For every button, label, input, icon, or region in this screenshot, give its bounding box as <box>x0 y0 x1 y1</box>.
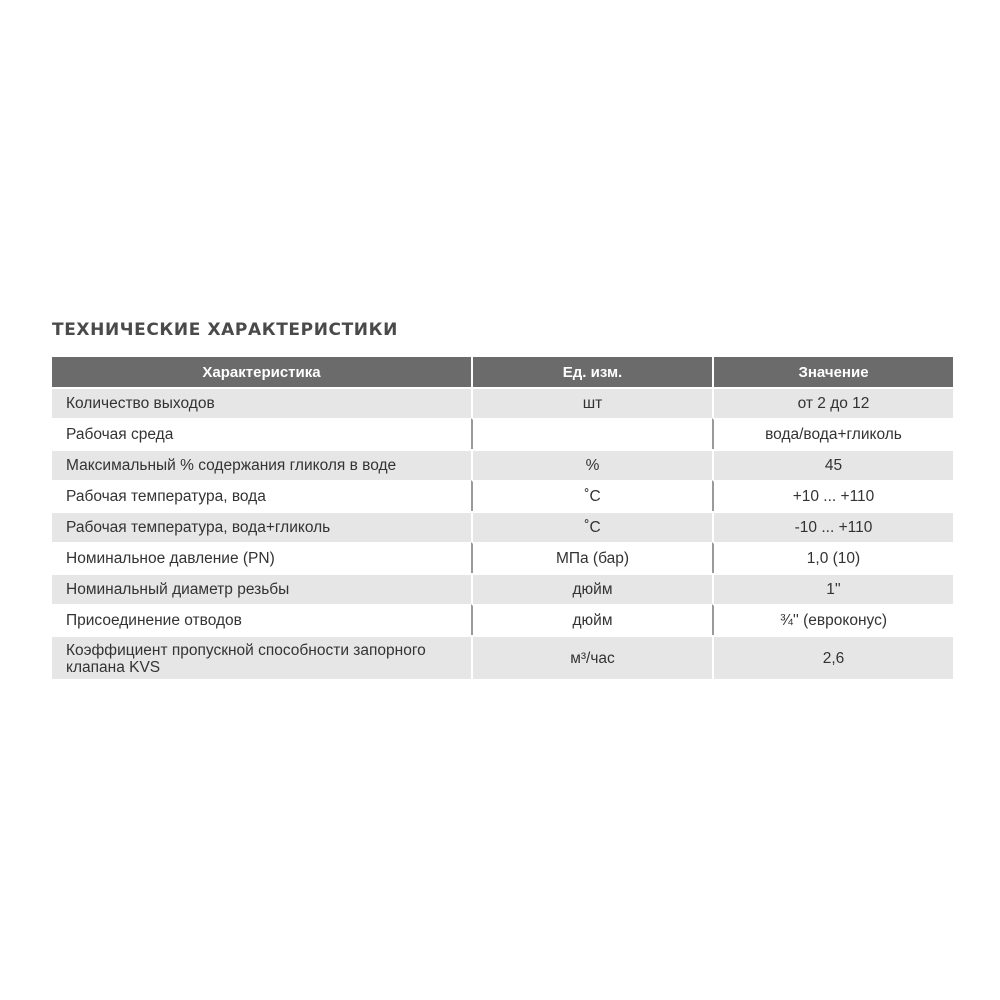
row-value: от 2 до 12 <box>712 387 953 418</box>
row-name: Присоединение отводов <box>52 604 471 635</box>
table-row <box>52 511 953 542</box>
table-row <box>52 635 953 679</box>
section-title: ТЕХНИЧЕСКИЕ ХАРАКТЕРИСТИКИ <box>52 320 398 340</box>
row-name: Рабочая температура, вода <box>52 480 471 511</box>
table-row <box>52 418 953 449</box>
row-unit: МПа (бар) <box>471 542 712 573</box>
specs-table <box>52 357 953 679</box>
header-characteristic: Характеристика <box>52 357 471 387</box>
row-value: 1'' <box>712 573 953 604</box>
row-unit: шт <box>471 387 712 418</box>
header-value: Значение <box>712 357 953 387</box>
row-unit <box>471 418 712 449</box>
row-name: Рабочая температура, вода+гликоль <box>52 511 471 542</box>
row-name: Рабочая среда <box>52 418 471 449</box>
row-name: Номинальный диаметр резьбы <box>52 573 471 604</box>
row-name: Максимальный % содержания гликоля в воде <box>52 449 471 480</box>
row-value: 2,6 <box>712 635 953 679</box>
table-row <box>52 449 953 480</box>
header-unit: Ед. изм. <box>471 357 712 387</box>
row-value: -10 ... +110 <box>712 511 953 542</box>
row-name: Номинальное давление (PN) <box>52 542 471 573</box>
row-value: вода/вода+гликоль <box>712 418 953 449</box>
row-name: Количество выходов <box>52 387 471 418</box>
table-row <box>52 573 953 604</box>
table-row <box>52 542 953 573</box>
row-unit: дюйм <box>471 604 712 635</box>
row-value: 1,0 (10) <box>712 542 953 573</box>
row-unit: дюйм <box>471 573 712 604</box>
row-value: ¾'' (евроконус) <box>712 604 953 635</box>
row-unit: ˚С <box>471 480 712 511</box>
row-value: 45 <box>712 449 953 480</box>
row-name: Коэффициент пропускной способности запорного клапана KVS <box>52 635 471 679</box>
row-value: +10 ... +110 <box>712 480 953 511</box>
table-row <box>52 604 953 635</box>
row-unit: ˚С <box>471 511 712 542</box>
table-row <box>52 480 953 511</box>
table-row <box>52 387 953 418</box>
table-header-row <box>52 357 953 387</box>
row-unit: м³/час <box>471 635 712 679</box>
row-unit: % <box>471 449 712 480</box>
